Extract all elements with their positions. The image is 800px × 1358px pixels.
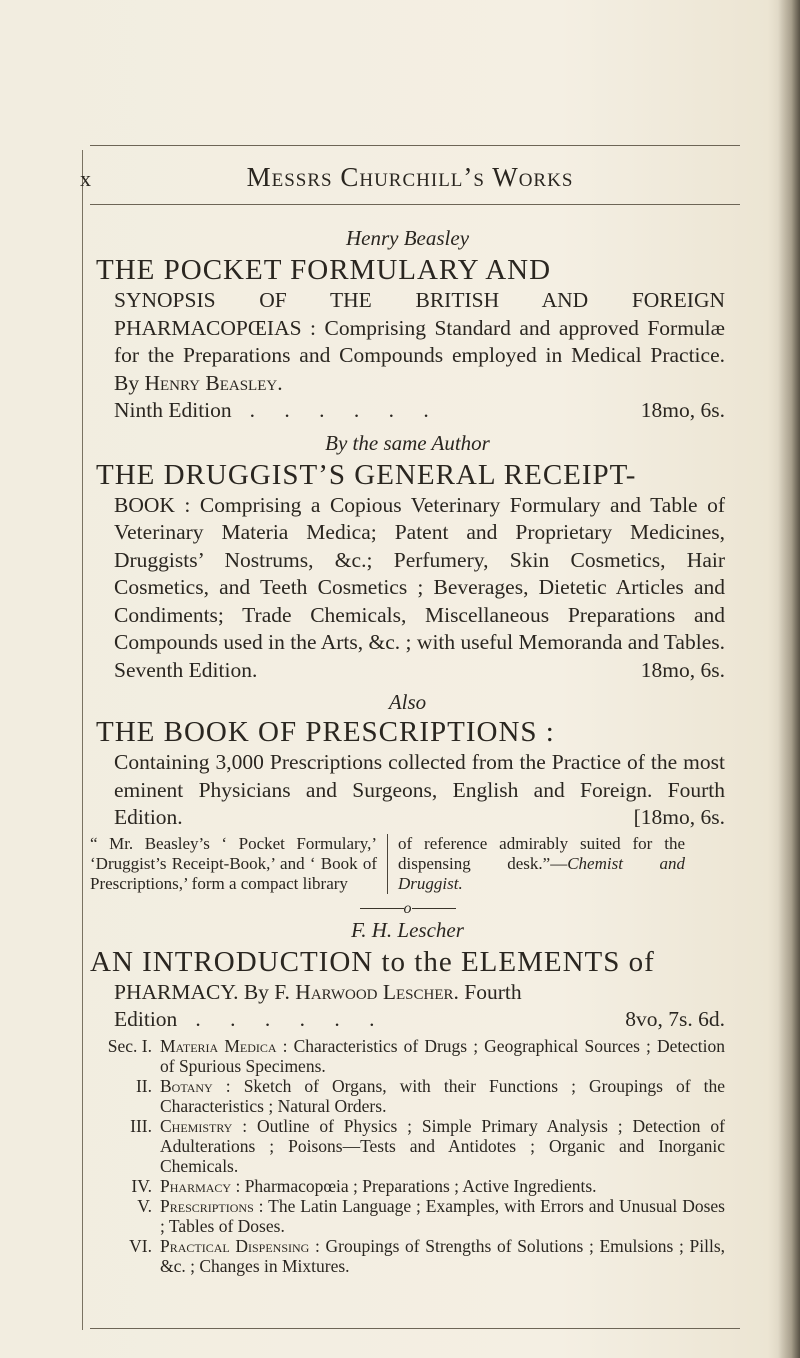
section-heading: Prescriptions :: [160, 1195, 264, 1216]
price: [18mo, 6s.: [633, 805, 725, 829]
price: 18mo, 6s.: [640, 398, 725, 422]
section-description: Pharmacopœia ; Preparations ; Active Ingredients.: [244, 1175, 597, 1196]
entry-intro-pharmacy: [90, 918, 725, 1276]
section-number: IV.: [131, 1175, 152, 1196]
author-name: Harwood Lescher.: [295, 979, 459, 1004]
section-heading: Chemistry :: [160, 1115, 248, 1136]
entry-book-of-prescriptions: [90, 690, 725, 894]
quote-source: Chemist and Druggist.: [398, 853, 685, 893]
section-number: V.: [137, 1195, 152, 1216]
book-title: THE BOOK OF PRESCRIPTIONS :: [96, 716, 555, 748]
edition-label: Edition: [114, 1007, 178, 1031]
section-number: III.: [130, 1115, 152, 1136]
quote-right-column: [388, 834, 725, 894]
book-title: THE DRUGGIST’S GENERAL RECEIPT-: [96, 458, 637, 491]
section-number: Sec. I.: [107, 1035, 152, 1056]
section-heading: Botany :: [160, 1075, 231, 1096]
description-text: BOOK : Comprising a Copious Veterinary Formulary and Table of Veterinary Materia Medica; Patent and Proprietary Medicines, Druggists’ Nostrums, &c.; Perfumery, Skin Cosmetics, Hair Cosmetics, and Teeth Cosmetics ; Beverages, Dietetic Articles and Condiments; Trade Chemicals, Miscellaneous Preparations and Compounds used in the Arts, &c. ; with useful Memoranda and Tables. Seventh Edition.: [114, 492, 725, 682]
book-description: [90, 492, 725, 685]
section-heading: Pharmacy :: [160, 1175, 241, 1196]
price: 18mo, 6s.: [640, 657, 725, 682]
section-list: [90, 1036, 725, 1276]
entry-pocket-formulary: [90, 226, 725, 425]
section-text: [160, 1116, 725, 1176]
book-title: THE POCKET FORMULARY AND: [96, 254, 552, 286]
divider-line-right: [412, 908, 456, 909]
description-text: PHARMACY. By F.: [114, 979, 290, 1004]
entry-receipt-book: [90, 431, 725, 685]
book-description: [90, 749, 725, 832]
author-name: Henry Beasley.: [144, 370, 283, 395]
section-item: [90, 1196, 725, 1236]
section-heading: Materia Medica :: [160, 1035, 288, 1056]
section-item: [90, 1116, 725, 1176]
running-title: Messrs Churchill’s Works: [246, 162, 574, 192]
section-text: [160, 1236, 725, 1276]
section-number: VI.: [129, 1235, 152, 1256]
divider-ornament: o: [403, 899, 412, 917]
description-text: Containing 3,000 Prescriptions collected from the Practice of the most eminent Physicians and Surgeons, English and Foreign. Fourth Edition.: [114, 750, 725, 829]
book-description: [90, 979, 725, 1007]
divider-line-left: [360, 908, 404, 909]
section-number: II.: [135, 1075, 152, 1096]
section-description: Groupings of Strengths of Solutions ; Emulsions ; Pills, &c. ; Changes in Mixtures.: [160, 1235, 726, 1276]
author-line: F. H. Lescher: [351, 917, 464, 942]
page-content: [90, 226, 725, 1276]
section-heading: Practical Dispensing :: [160, 1235, 320, 1256]
description-text-after: Fourth: [464, 979, 522, 1004]
review-quote: [90, 834, 725, 894]
section-description: Outline of Physics ; Simple Primary Analysis ; Detection of Adulterations ; Poisons—Tests and Antidotes ; Organic and Inorganic Chemicals.: [160, 1115, 726, 1176]
leader-dots: . . . . . .: [195, 1007, 387, 1031]
ornamental-divider: [90, 900, 725, 918]
page-edge-shadow: [778, 0, 800, 1358]
section-item: [90, 1036, 725, 1076]
section-description: Characteristics of Drugs ; Geographical Sources ; Detection of Spurious Specimens.: [160, 1035, 725, 1076]
book-description: [90, 287, 725, 397]
section-item: [90, 1236, 725, 1276]
section-description: The Latin Language ; Examples, with Errors and Unusual Doses ; Tables of Doses.: [160, 1195, 725, 1236]
page-number: x: [80, 166, 91, 191]
edition-label: Ninth Edition: [114, 398, 232, 422]
left-border-line: [82, 150, 83, 1330]
page-header: [80, 162, 740, 198]
top-rule: [90, 145, 740, 146]
header-rule: [90, 204, 740, 205]
section-item: [90, 1176, 725, 1196]
section-item: [90, 1076, 725, 1116]
quote-text: of reference admirably suited for the dispensing desk.”—: [398, 833, 685, 873]
edition-price-row: [90, 1006, 725, 1034]
bottom-rule: [90, 1328, 740, 1329]
price: 8vo, 7s. 6d.: [625, 1007, 725, 1031]
section-text: [160, 1196, 725, 1236]
author-line: By the same Author: [325, 430, 490, 455]
book-title: AN INTRODUCTION to the ELEMENTS of: [90, 945, 655, 978]
author-line: Henry Beasley: [345, 226, 470, 250]
also-label: Also: [388, 690, 427, 714]
section-text: [160, 1076, 725, 1116]
leader-dots: . . . . . .: [249, 398, 441, 422]
edition-price-row: [90, 397, 725, 425]
description-text: SYNOPSIS OF THE BRITISH AND FOREIGN PHARMACOPŒIAS : Comprising Standard and approved Formulæ for the Preparations and Compounds employed in Medical Practice. By: [114, 288, 725, 395]
section-description: Sketch of Organs, with their Functions ; Groupings of the Characteristics ; Natural Orders.: [160, 1075, 725, 1116]
section-text: [160, 1036, 725, 1076]
section-text: [160, 1176, 725, 1196]
quote-left-column: “ Mr. Beasley’s ‘ Pocket Formulary,’ ‘Druggist’s Receipt-Book,’ and ‘ Book of Prescriptions,’ form a compact library: [90, 834, 388, 894]
